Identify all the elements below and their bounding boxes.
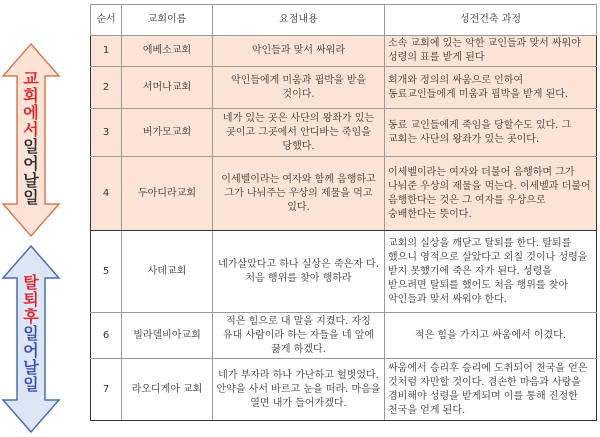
process: 소속 교회에 있는 악한 교인들과 맞서 싸워야 성령의 표를 받게 된다 xyxy=(385,36,597,67)
table-row xyxy=(91,231,597,313)
process: 적은 힘을 가지고 싸움에서 이겼다. xyxy=(385,313,597,359)
header-order: 순서 xyxy=(91,5,122,36)
row-number: 2 xyxy=(91,67,122,109)
vchar: 탈 xyxy=(23,273,39,292)
vchar: 퇴 xyxy=(23,290,39,309)
process: 싸움에서 승리후 승리에 도취되어 천국을 얻은 것처럼 자만할 것이다. 겸손한 마음과 사랑을 겸비해야 성령을 받게되며 이를 통해 진정한 천국을 얻게 된다. xyxy=(385,359,597,421)
vchar: 후 xyxy=(23,307,39,326)
row-number: 5 xyxy=(91,231,122,313)
vchar: 회 xyxy=(23,86,39,105)
vchar: 일 xyxy=(23,188,39,207)
header-process: 성전건축 과정 xyxy=(385,5,597,36)
churches-table xyxy=(90,4,597,421)
table-row xyxy=(91,157,597,231)
vchar: 일 xyxy=(23,324,39,343)
row-number: 7 xyxy=(91,359,122,421)
vchar: 어 xyxy=(23,341,39,360)
key-point: 네가 있는 곳은 사단의 왕좌가 있는 곳이고 그곳에서 안디바는 죽임을 당했다. xyxy=(213,109,385,157)
vchar: 교 xyxy=(23,69,39,88)
church-name: 라오디게아 교회 xyxy=(122,359,213,421)
process: 교회의 실상을 깨닫고 탈퇴를 한다. 탈퇴를 했으니 영적으로 살았다고 외칠 것이나 성령을 받지 못했기에 죽은 자가 된다. 성령을 받으려면 탈퇴를 했어도 처음 행위를 찾아 악인들과 맞서 싸워야 한다. xyxy=(385,231,597,313)
row-number: 6 xyxy=(91,313,122,359)
vchar: 날 xyxy=(23,171,39,190)
church-name: 서머나교회 xyxy=(122,67,213,109)
vchar: 서 xyxy=(23,120,39,139)
church-name: 에베소교회 xyxy=(122,36,213,67)
row-number: 3 xyxy=(91,109,122,157)
key-point: 네가 부자라 하나 가난하고 헐벗었다. 안약을 사서 바르고 눈을 떠라. 마음을 열면 내가 들어가겠다. xyxy=(213,359,385,421)
church-name: 빌라델비아교회 xyxy=(122,313,213,359)
process: 회개와 정의의 싸움으로 인하여 동료교인들에게 미움과 핍박을 받게 된다. xyxy=(385,67,597,109)
side-label-withdrawal xyxy=(0,244,62,434)
vchar: 어 xyxy=(23,154,39,173)
vchar: 날 xyxy=(23,358,39,377)
vchar: 에 xyxy=(23,103,39,122)
key-point: 네가살았다고 하나 실상은 죽은자 다. 처음 행위를 찾아 행하라 xyxy=(213,231,385,313)
key-point: 악인들과 맞서 싸워라 xyxy=(213,36,385,67)
church-name: 두아디라교회 xyxy=(122,157,213,231)
row-number: 1 xyxy=(91,36,122,67)
table-row xyxy=(91,109,597,157)
header-key-point: 요점내용 xyxy=(213,5,385,36)
table-row xyxy=(91,313,597,359)
table-row xyxy=(91,36,597,67)
process: 동료 교인들에게 죽임을 당할수도 있다. 그 교회는 사단의 왕좌가 있는 곳이다. xyxy=(385,109,597,157)
key-point: 이세벨이라는 여자와 함께 음행하고 그가 나눠주는 우상의 제물을 먹고 있다. xyxy=(213,157,385,231)
key-point: 적은 힘으로 내 말을 지켰다. 자칭 유대 사람이라 하는 자들을 네 앞에 꿇게 하겠다. xyxy=(213,313,385,359)
vchar: 일 xyxy=(23,375,39,394)
church-name: 사데교회 xyxy=(122,231,213,313)
row-number: 4 xyxy=(91,157,122,231)
vchar: 일 xyxy=(23,137,39,156)
header-church-name: 교회이름 xyxy=(122,5,213,36)
church-name: 버가모교회 xyxy=(122,109,213,157)
table-row xyxy=(91,359,597,421)
process: 이세벨이라는 여자와 더불어 음행하며 그가 나눠준 우상의 제물을 먹는다. 이세벨과 더불어 음행한다는 것은 그 여자를 우상으로 숭배한다는 뜻이다. xyxy=(385,157,597,231)
table-row xyxy=(91,67,597,109)
header-row xyxy=(91,5,597,36)
side-label-church xyxy=(0,42,62,238)
key-point: 악인들에게 미움과 핍박을 받을 것이다. xyxy=(213,67,385,109)
